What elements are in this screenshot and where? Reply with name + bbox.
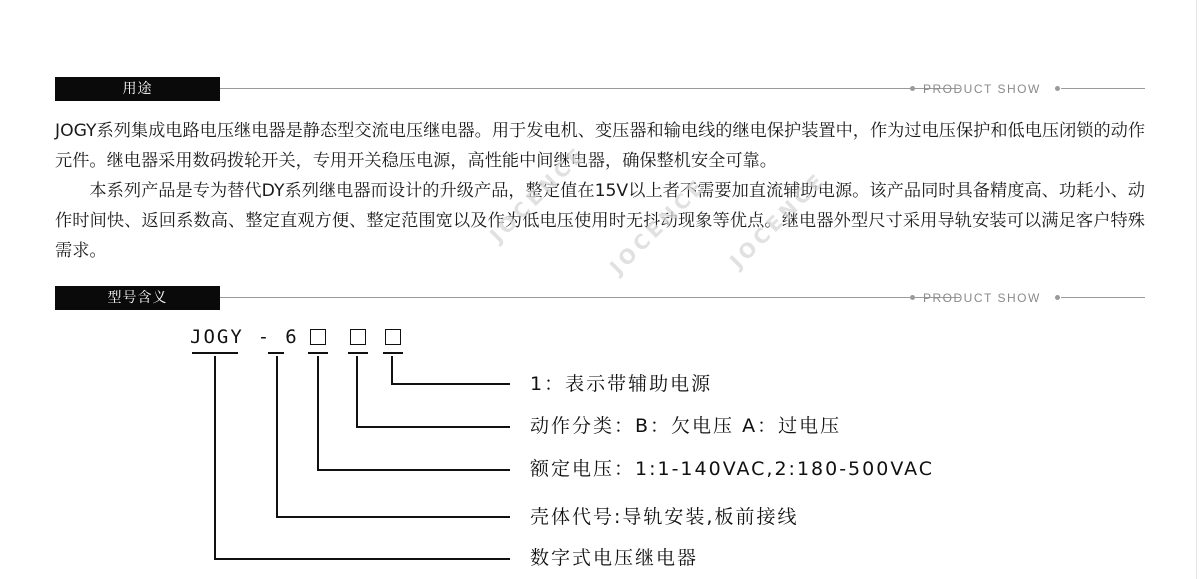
section-tag-usage: 用途 — [55, 77, 220, 101]
model-dash: - — [257, 326, 272, 348]
underline-action — [348, 352, 368, 354]
product-show-label: PRODUCT SHOW — [923, 291, 1041, 305]
divider-line — [220, 88, 960, 89]
divider-dot — [1055, 295, 1060, 300]
connector-type — [214, 558, 510, 560]
code-box-voltage — [310, 329, 326, 345]
divider-dot — [910, 295, 915, 300]
connector-housing — [276, 356, 278, 517]
divider-line — [1061, 88, 1145, 89]
watermark: JOCENCE — [725, 166, 831, 273]
watermark: JOCENCE — [485, 140, 591, 247]
usage-paragraph-2: 本系列产品是专为替代DY系列继电器而设计的升级产品，整定值在15V以上者不需要加直流辅助电源。该产品同时具备精度高、功耗小、动作时间快、返回系数高、整定直观方便、整定范围宽以及作为低电压使用时无抖动现象等优点。继电器外型尺寸采用导轨安装可以满足客户特殊需求。 — [55, 181, 1145, 261]
underline-digit — [268, 352, 284, 354]
code-box-aux — [385, 329, 401, 345]
connector-aux — [391, 383, 510, 385]
divider-line — [1061, 297, 1145, 298]
underline-aux — [383, 352, 403, 354]
divider-line — [220, 297, 960, 298]
legend-aux-power: 1：表示带辅助电源 — [530, 373, 713, 395]
product-show-label: PRODUCT SHOW — [923, 82, 1041, 96]
watermark: JOCENCE — [605, 172, 711, 279]
section-tag-model: 型号含义 — [55, 286, 220, 310]
usage-paragraph-1: JOGY系列集成电路电压继电器是静态型交流电压继电器。用于发电机、变压器和输电线的继电保护装置中，作为过电压保护和低电压闭锁的动作元件。继电器采用数码拨轮开关，专用开关稳压电源，高性能中间继电器，确保整机安全可靠。 — [55, 121, 1146, 171]
connector-voltage — [317, 469, 510, 471]
model-digit: 6 — [285, 326, 299, 348]
connector-action — [356, 426, 510, 428]
section-header-model — [55, 286, 1145, 310]
divider-dot — [910, 86, 915, 91]
legend-rated-voltage: 额定电压：1:1-140VAC,2:180-500VAC — [530, 458, 935, 480]
page-right-border — [1196, 0, 1197, 579]
legend-action-type: 动作分类：B：欠电压 A：过电压 — [530, 415, 842, 437]
code-box-action — [350, 329, 366, 345]
legend-relay-type: 数字式电压继电器 — [530, 547, 699, 569]
connector-housing — [276, 516, 510, 518]
connector-type — [214, 356, 216, 559]
connector-voltage — [317, 356, 319, 470]
connector-aux — [391, 356, 393, 384]
section-header-usage — [55, 77, 1145, 101]
underline-prefix — [192, 352, 238, 354]
underline-voltage — [308, 352, 328, 354]
connector-action — [356, 356, 358, 427]
divider-dot — [1055, 86, 1060, 91]
model-code — [190, 326, 299, 348]
legend-housing-code: 壳体代号:导轨安装,板前接线 — [530, 506, 799, 528]
model-prefix: JOGY — [190, 326, 244, 348]
